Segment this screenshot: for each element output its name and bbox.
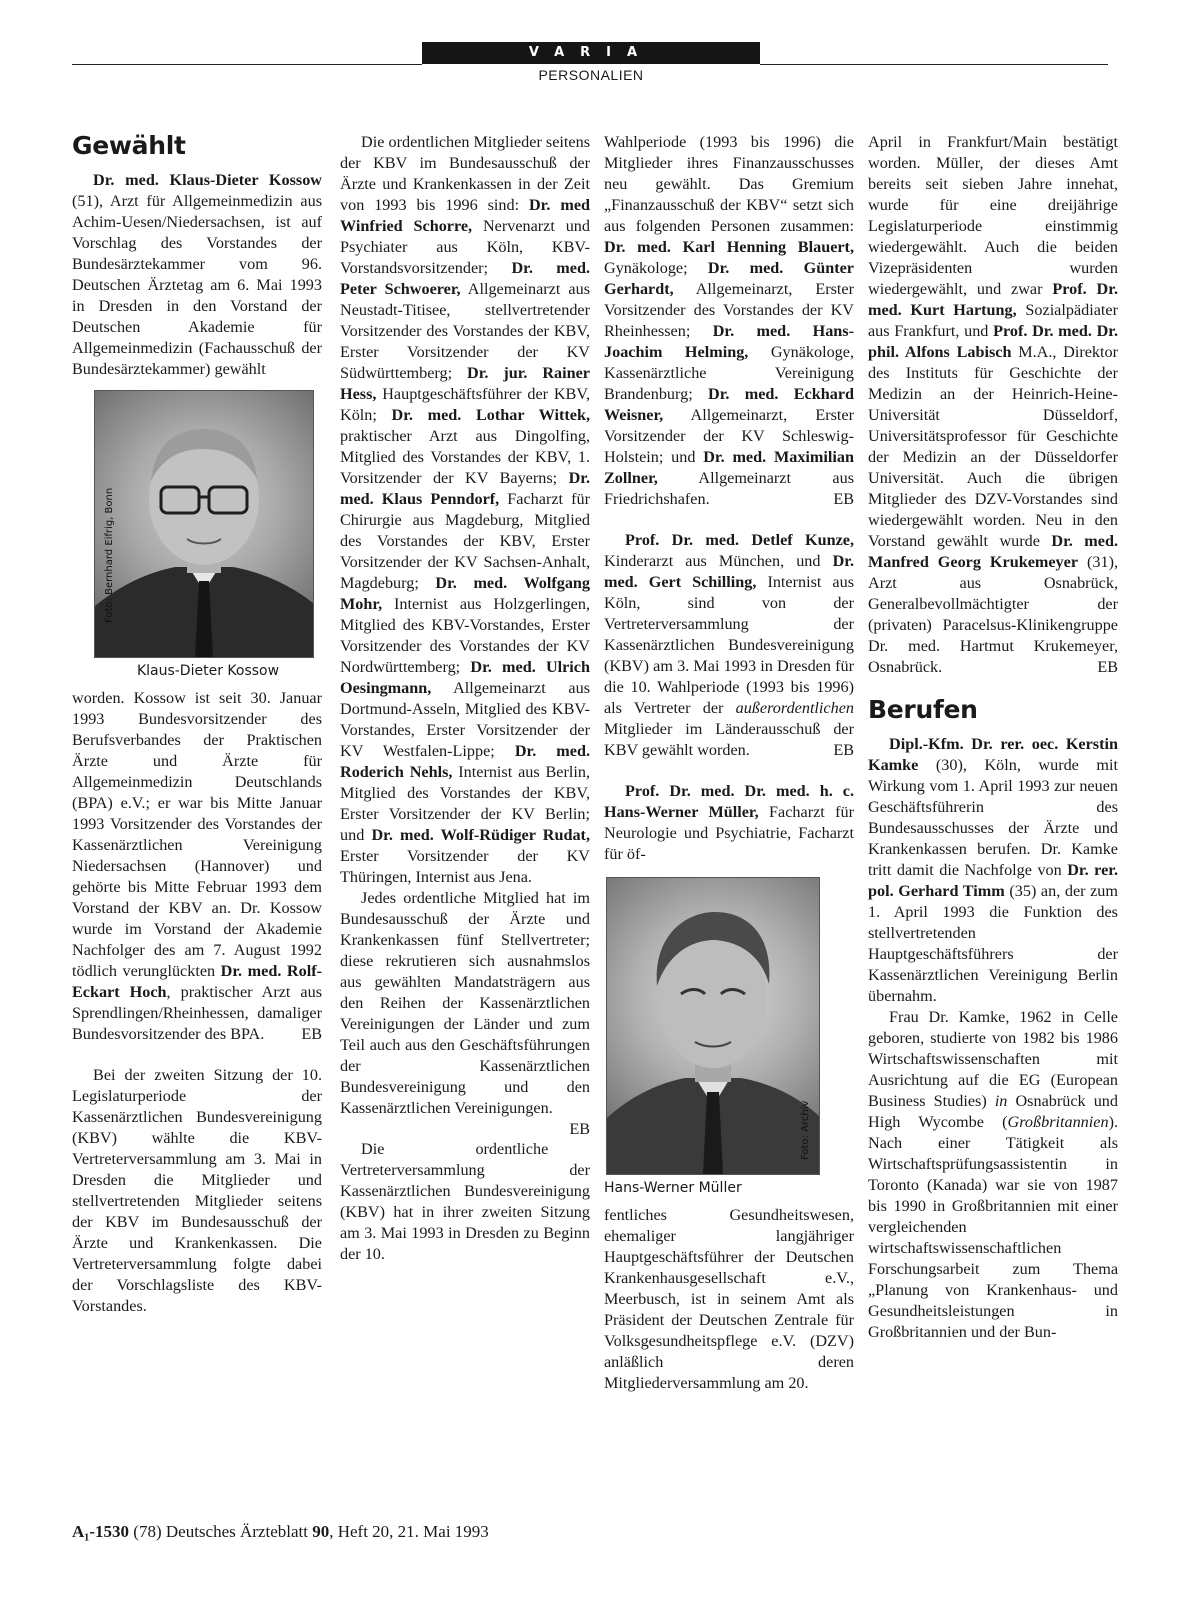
body-text: (51), Arzt für Allgemeinmedizin aus Achim-Uesen/Niedersachsen, ist auf Vorschlag des Vorstandes der Bundesärztekammer vom 96. Deutschen Ärztetag am 6. Mai 1993 in Dresden in den Vorstand der Deutschen Akademie für Allgemeinmedizin (Fachausschuß der Bundesärztekammer) gewählt [72, 192, 322, 378]
header-rule-right [760, 64, 1108, 65]
author-signature: EB [301, 1025, 322, 1043]
person-name: Prof. Dr. med. Dr. phil. Alfons Labisch [868, 322, 1119, 361]
person-name: Dr. med. Ulrich Oesingmann, [340, 658, 590, 697]
person-name: Dr. rer. pol. Gerhard Timm [868, 861, 1118, 900]
portrait-silhouette [607, 878, 819, 1174]
person-name: Dr. med. Klaus Penndorf, [340, 469, 590, 508]
person-name: Dr. med. Lothar Wittek, [391, 406, 591, 424]
article-laenderausschuss: Prof. Dr. med. Detlef Kunze, Kinderarzt aus München, und Dr. med. Gert Schilling, Internist aus Köln, sind von der Vertreterversammlung der Kassenärztlichen Bundesvereinigung (KBV) am 3. Mai 1993 in Dresden für die 10. Wahlperiode (1993 bis 1996) als Vertreter der außerordentlichen Mitglieder im Länderausschuß der KBV gewählt worden. EB [604, 531, 854, 759]
person-name: Dr. med. Rolf-Eckart Hoch [72, 962, 322, 1001]
person-name: Dr. jur. Rainer Hess, [340, 364, 590, 403]
heading-gewaehlt: Gewählt [72, 131, 186, 160]
person-name: Prof. Dr. med. Detlef Kunze, [625, 531, 854, 549]
person-name: Dr. med. Wolfgang Mohr, [340, 574, 591, 613]
header-rule-left [72, 64, 422, 65]
article-stellvertreter: Jedes ordentliche Mitglied hat im Bundesausschuß der Ärzte und Krankenkassen fünf Stellvertreter; diese rekrutieren sich ausnahmslos aus gewählten Mandatsträgern aus den Reihen der Kassenärztlichen Vereinigungen der Länder und zum Teil auch aus den Geschäftsführungen der Kassenärztlichen Bundesvereinigung und den Kassenärztlichen Vereinigungen. EB [340, 889, 590, 1138]
person-name: Dr. med. Karl Henning Blauert, [604, 238, 854, 256]
photo-mueller [606, 877, 820, 1175]
article-finanzausschuss: Wahlperiode (1993 bis 1996) die Mitglieder ihres Finanzausschusses neu gewählt. Das Gremium „Finanzausschuß der KBV“ setzt sich aus folgenden Personen zusammen: Dr. med. Karl Henning Blauert, Gynäkologe; Dr. med. Günter Gerhardt, Allgemeinarzt, Erster Vorsitzender des Vorstandes der KV Rheinhessen; Dr. med. Hans-Joachim Helming, Gynäkologe, Kassenärztliche Vereinigung Brandenburg; Dr. med. Eckhard Weisner, Allgemeinarzt, Erster Vorsitzender der KV Schleswig-Holstein; und Dr. med. Maximilian Zollner, Allgemeinarzt aus Friedrichshafen. EB [604, 133, 855, 508]
person-name: Dr. med. Klaus-Dieter Kossow [93, 171, 322, 189]
article-kamke: Dipl.-Kfm. Dr. rer. oec. Kerstin Kamke (30), Köln, wurde mit Wirkung vom 1. April 1993 zur neuen Geschäftsführerin des Bundesausschusses der Ärzte und Krankenkassen berufen. Dr. Kamke tritt damit die Nachfolge von Dr. rer. pol. Gerhard Timm (35) an, der zum 1. April 1993 die Funktion des stellvertretenden Hauptgeschäftsführers der Kassenärztlichen Vereinigung Berlin übernahm. [868, 735, 1118, 1005]
article-kossow-intro [72, 170, 322, 380]
person-name: Dr. med. Günter Gerhardt, [604, 259, 854, 298]
photo-credit: Foto: Bernhard Eifrig, Bonn [104, 487, 115, 623]
footer-issue: , Heft 20, 21. Mai 1993 [329, 1522, 489, 1541]
section-label: PERSONALIEN [538, 67, 644, 83]
page-footer [72, 1522, 489, 1542]
article-mueller-intro: Prof. Dr. med. Dr. med. h. c. Hans-Werner Müller, Facharzt für Neurologie und Psychiatrie, Facharzt für öf- [604, 782, 854, 863]
article-kbv-intro: Bei der zweiten Sitzung der 10. Legislaturperiode der Kassenärztlichen Bundesvereinigung (KBV) wählte die KBV-Vertreterversammlung am 3. Mai in Dresden die Mitglieder und stellvertretenden Mitglieder seitens der KBV im Bundesausschuß der Ärzte und Krankenkassen. Die Vertreterversammlung folgte dabei der Vorschlagsliste des KBV-Vorstandes. [72, 1066, 322, 1315]
portrait-silhouette [95, 391, 313, 657]
body-text: , praktischer Arzt aus Sprendlingen/Rheinhessen, damaliger Bundesvorsitzender des BPA. [72, 983, 322, 1043]
article-dzv-vorstand: April in Frankfurt/Main bestätigt worden. Müller, der dieses Amt bereits seit sieben Jahre innehat, wurde für eine dreijährige Legislaturperiode einstimmig wiedergewählt. Auch die beiden Vizepräsidenten wurden wiedergewählt, und zwar Prof. Dr. med. Kurt Hartung, Sozialpädiater aus Frankfurt, und Prof. Dr. med. Dr. phil. Alfons Labisch M.A., Direktor des Instituts für Geschichte der Medizin an der Heinrich-Heine-Universität Düsseldorf, Universitätsprofessor für Geschichte der Medizin an der Düsseldorfer Universität. Auch die übrigen Mitglieder des DZV-Vorstandes sind wiedergewählt worden. Neu in den Vorstand gewählt wurde Dr. med. Manfred Georg Krukemeyer (31), Arzt aus Osnabrück, Generalbevollmächtigter der (privaten) Paracelsus-Klinikengruppe Dr. med. Hartmut Krukemeyer, Osnabrück. EB [868, 133, 1119, 676]
column-3 [604, 132, 854, 1394]
article-bundesausschuss-members: Die ordentlichen Mitglieder seitens der KBV im Bundesausschuß der Ärzte und Krankenkassen in der Zeit von 1993 bis 1996 sind: Dr. med Winfried Schorre, Nervenarzt und Psychiater aus Köln, KBV-Vorstandsvorsitzender; Dr. med. Peter Schwoerer, Allgemeinarzt aus Neustadt-Titisee, stellvertretender Vorsitzender des Vorstandes der KBV, Erster Vorsitzender der KV Südwürttemberg; Dr. jur. Rainer Hess, Hauptgeschäftsführer der KBV, Köln; Dr. med. Lothar Wittek, praktischer Arzt aus Dingolfing, Mitglied des Vorstandes der KBV, 1. Vorsitzender der KV Bayerns; Dr. med. Klaus Penndorf, Facharzt für Chirurgie aus Magdeburg, Mitglied des Vorstandes der KBV, Erster Vorsitzender der KV Sachsen-Anhalt, Magdeburg; Dr. med. Wolfgang Mohr, Internist aus Holzgerlingen, Mitglied des KBV-Vorstandes, Erster Vorsitzender des Vorstandes der KV Nordwürttemberg; Dr. med. Ulrich Oesingmann, Allgemeinarzt aus Dortmund-Asseln, Mitglied des KBV-Vorstandes, Erster Vorsitzender der KV Westfalen-Lippe; Dr. med. Roderich Nehls, Internist aus Berlin, Mitglied des Vorstandes der KBV, Erster Vorsitzender der KV Berlin; und Dr. med. Wolf-Rüdiger Rudat, Erster Vorsitzender der KV Thüringen, Internist aus Jena. [340, 133, 591, 886]
person-name: Dr. med. Manfred Georg Krukemeyer [868, 532, 1119, 571]
person-name: Dr. med. Maximilian Zollner, [604, 448, 854, 487]
author-signature: EB [833, 490, 854, 508]
article-mueller-continued: fentliches Gesundheitswesen, ehemaliger langjähriger Hauptgeschäftsführer der Deutschen Krankenhausgesellschaft e.V., Meerbusch, ist in seinem Amt als Präsident der Deutschen Zentrale für Volksgesundheitspflege e.V. (DZV) anläßlich deren Mitgliederversammlung am 20. [604, 1206, 854, 1392]
body-text: worden. Kossow ist seit 30. Januar 1993 Bundesvorsitzender des Berufsverbandes der Praktischen Ärzte und Ärzte für Allgemeinmedizin Deutschlands (BPA) e.V.; er war bis Mitte Januar 1993 Vorsitzender des Vorstandes der Kassenärztlichen Vereinigung Niedersachsen (Hannover) und gehörte bis Mitte Februar 1993 dem Vorstand der KBV an. Dr. Kossow wurde im Vorstand der Akademie Nachfolger des am 7. August 1992 tödlich verunglückten [72, 689, 322, 980]
person-name: Prof. Dr. med. Dr. med. h. c. Hans-Werner Müller, [604, 782, 854, 821]
person-name: Prof. Dr. med. Kurt Hartung, [868, 280, 1118, 319]
article-finanzausschuss-intro: Die ordentliche Vertreterversammlung der Kassenärztlichen Bundesvereinigung (KBV) hat in ihrer zweiten Sitzung am 3. Mai 1993 in Dresden zu Beginn der 10. [340, 1140, 590, 1263]
person-name: Dr. med. Hans-Joachim Helming, [604, 322, 854, 361]
page-reference: A₁-1530 [72, 1522, 130, 1541]
author-signature: EB [1097, 658, 1118, 676]
photo-kossow [94, 390, 314, 658]
person-name: Dr. med. Gert Schilling, [604, 552, 854, 591]
author-signature: EB [833, 741, 854, 759]
person-name: Dipl.-Kfm. Dr. rer. oec. Kerstin Kamke [868, 735, 1118, 774]
footer-text: (78) Deutsches Ärzteblatt [129, 1522, 313, 1541]
section-bar: VARIA [422, 42, 760, 64]
person-name: Dr. med. Wolf-Rüdiger Rudat, [371, 826, 590, 844]
column-2 [340, 132, 590, 1265]
person-name: Dr. med. Eckhard Weisner, [604, 385, 855, 424]
photo-caption: Hans-Werner Müller [604, 1180, 742, 1196]
article-kossow-continued [72, 688, 322, 1045]
person-name: Dr. med. Roderich Nehls, [340, 742, 590, 781]
person-name: Dr. med Winfried Schorre, [340, 196, 591, 235]
column-1 [72, 132, 322, 1317]
volume-number: 90 [312, 1522, 330, 1541]
article-kamke-biography: Frau Dr. Kamke, 1962 in Celle geboren, studierte von 1982 bis 1986 Wirtschaftswissenschaften mit Ausrichtung auf die EG (European Business Studies) in Osnabrück und High Wycombe (Großbritannien). Nach einer Tätigkeit als Wirtschaftsprüfungsassistentin in Toronto (Kanada) war sie von 1987 bis 1990 in Großbritannien mit einer vergleichenden wirtschaftswissenschaftlichen Forschungsarbeit zum Thema „Planung von Krankenhaus- und Gesundheitsleistungen in Großbritannien und der Bun- [868, 1008, 1118, 1341]
photo-credit: Foto: Archiv [800, 1100, 811, 1160]
author-signature: EB [569, 1120, 590, 1138]
photo-caption: Klaus-Dieter Kossow [136, 663, 280, 679]
person-name: Dr. med. Peter Schwoerer, [340, 259, 590, 298]
column-4 [868, 132, 1118, 1343]
heading-berufen: Berufen [868, 695, 978, 724]
